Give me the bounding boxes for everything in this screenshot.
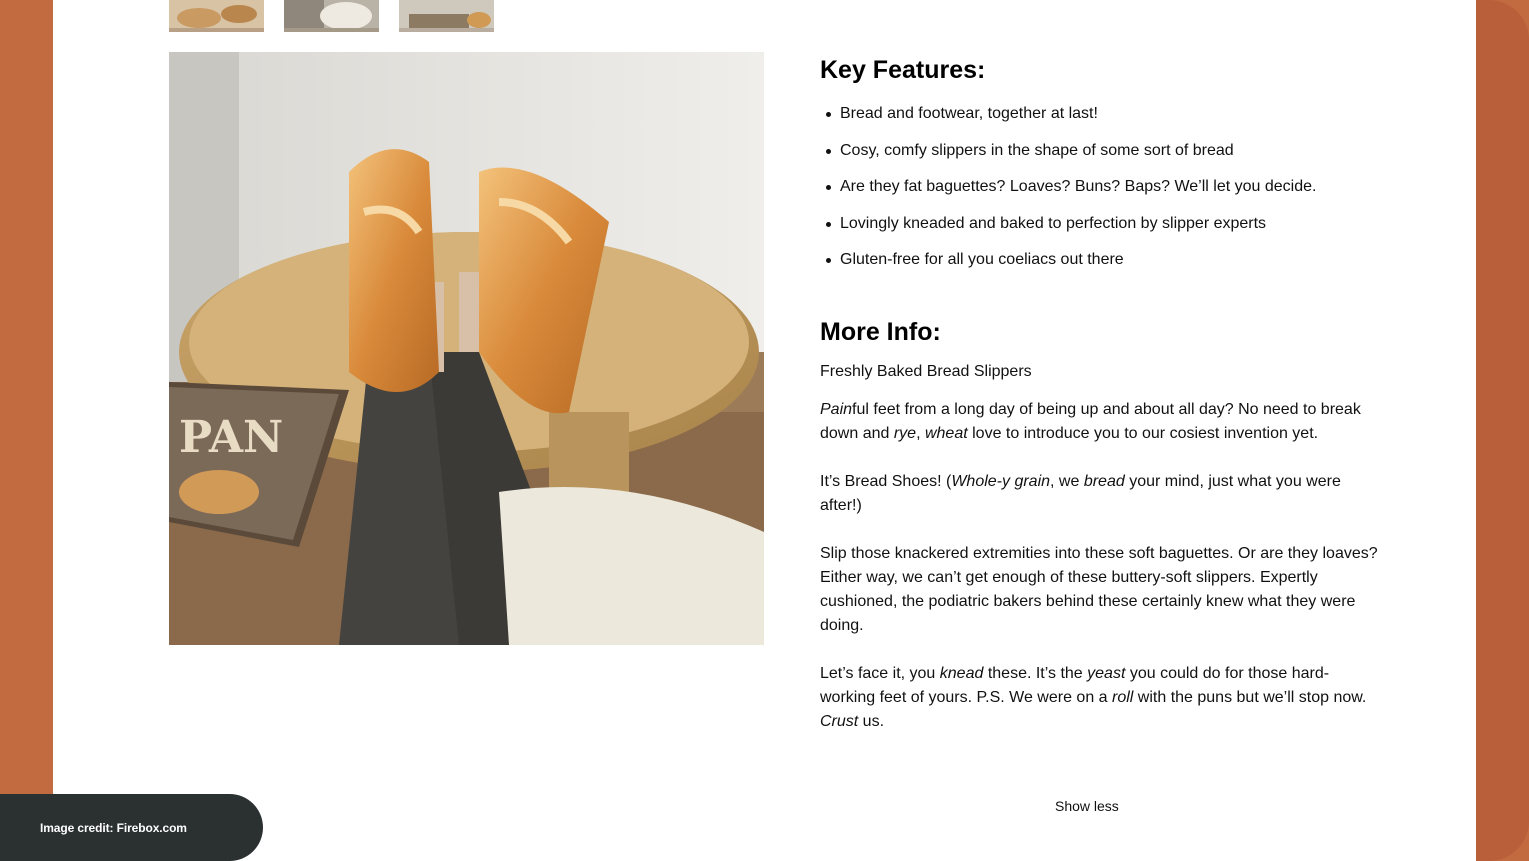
- pun-word: roll: [1112, 689, 1134, 706]
- description-paragraph-1: [820, 398, 1380, 446]
- paragraph-text: , we: [1050, 473, 1084, 490]
- thumbnail-1[interactable]: [169, 0, 264, 32]
- paragraph-text: with the puns but we’ll stop now.: [1133, 689, 1367, 706]
- thumbnail-3[interactable]: [399, 0, 494, 32]
- book-cover-text: PAN: [179, 412, 284, 463]
- description-paragraph-4: [820, 662, 1380, 734]
- thumbnail-2[interactable]: [284, 0, 379, 32]
- paragraph-text: ful feet from a long day of being up and about all day? No need to break down and: [820, 401, 1361, 442]
- paragraph-text: It’s Bread Shoes! (: [820, 473, 952, 490]
- pun-word: knead: [939, 665, 984, 682]
- pun-word: rye: [893, 425, 917, 442]
- pun-word: bread: [1083, 473, 1125, 490]
- pun-word: wheat: [924, 425, 968, 442]
- list-item: Are they fat baguettes? Loaves? Buns? Baps? We’ll let you decide.: [840, 175, 1380, 199]
- pun-word: Pain: [820, 401, 853, 418]
- pun-word: Crust: [820, 713, 859, 730]
- paragraph-text: your mind, just what you were after!): [820, 473, 1341, 514]
- list-item: Lovingly kneaded and baked to perfection by slipper experts: [840, 212, 1380, 236]
- product-description: [820, 52, 1380, 734]
- pun-word: Whole-y grain: [951, 473, 1051, 490]
- product-photo: [169, 52, 764, 645]
- paragraph-text: love to introduce you to our cosiest invention yet.: [967, 425, 1319, 442]
- paragraph-text: ,: [916, 425, 925, 442]
- paragraph-text: Let’s face it, you: [820, 665, 940, 682]
- list-item: Cosy, comfy slippers in the shape of some sort of bread: [840, 139, 1380, 163]
- description-paragraph-3: Slip those knackered extremities into these soft baguettes. Or are they loaves? Either way, we can’t get enough of these buttery-soft slippers. Expertly cushioned, the podiatric bakers behind these certainly knew what they were doing.: [820, 545, 1378, 634]
- image-credit-badge: [0, 794, 263, 861]
- pun-word: yeast: [1087, 665, 1126, 682]
- frame-edge: [1469, 0, 1529, 861]
- description-paragraph-2: [820, 470, 1380, 518]
- paragraph-text: us.: [858, 713, 885, 730]
- list-item: Gluten-free for all you coeliacs out there: [840, 248, 1380, 272]
- show-less-button[interactable]: Show less: [1055, 798, 1119, 814]
- key-features-heading: Key Features:: [820, 56, 986, 84]
- product-name: Freshly Baked Bread Slippers: [820, 363, 1032, 380]
- paragraph-text: these. It’s the: [983, 665, 1088, 682]
- product-page: [53, 0, 1476, 861]
- image-credit-text: Image credit: Firebox.com: [40, 820, 187, 835]
- key-features-list: [820, 102, 1380, 272]
- more-info-heading: More Info:: [820, 318, 941, 346]
- paragraph-text: you could do for those hard-working feet of yours. P.S. We were on a: [820, 665, 1330, 706]
- list-item: Bread and footwear, together at last!: [840, 102, 1380, 126]
